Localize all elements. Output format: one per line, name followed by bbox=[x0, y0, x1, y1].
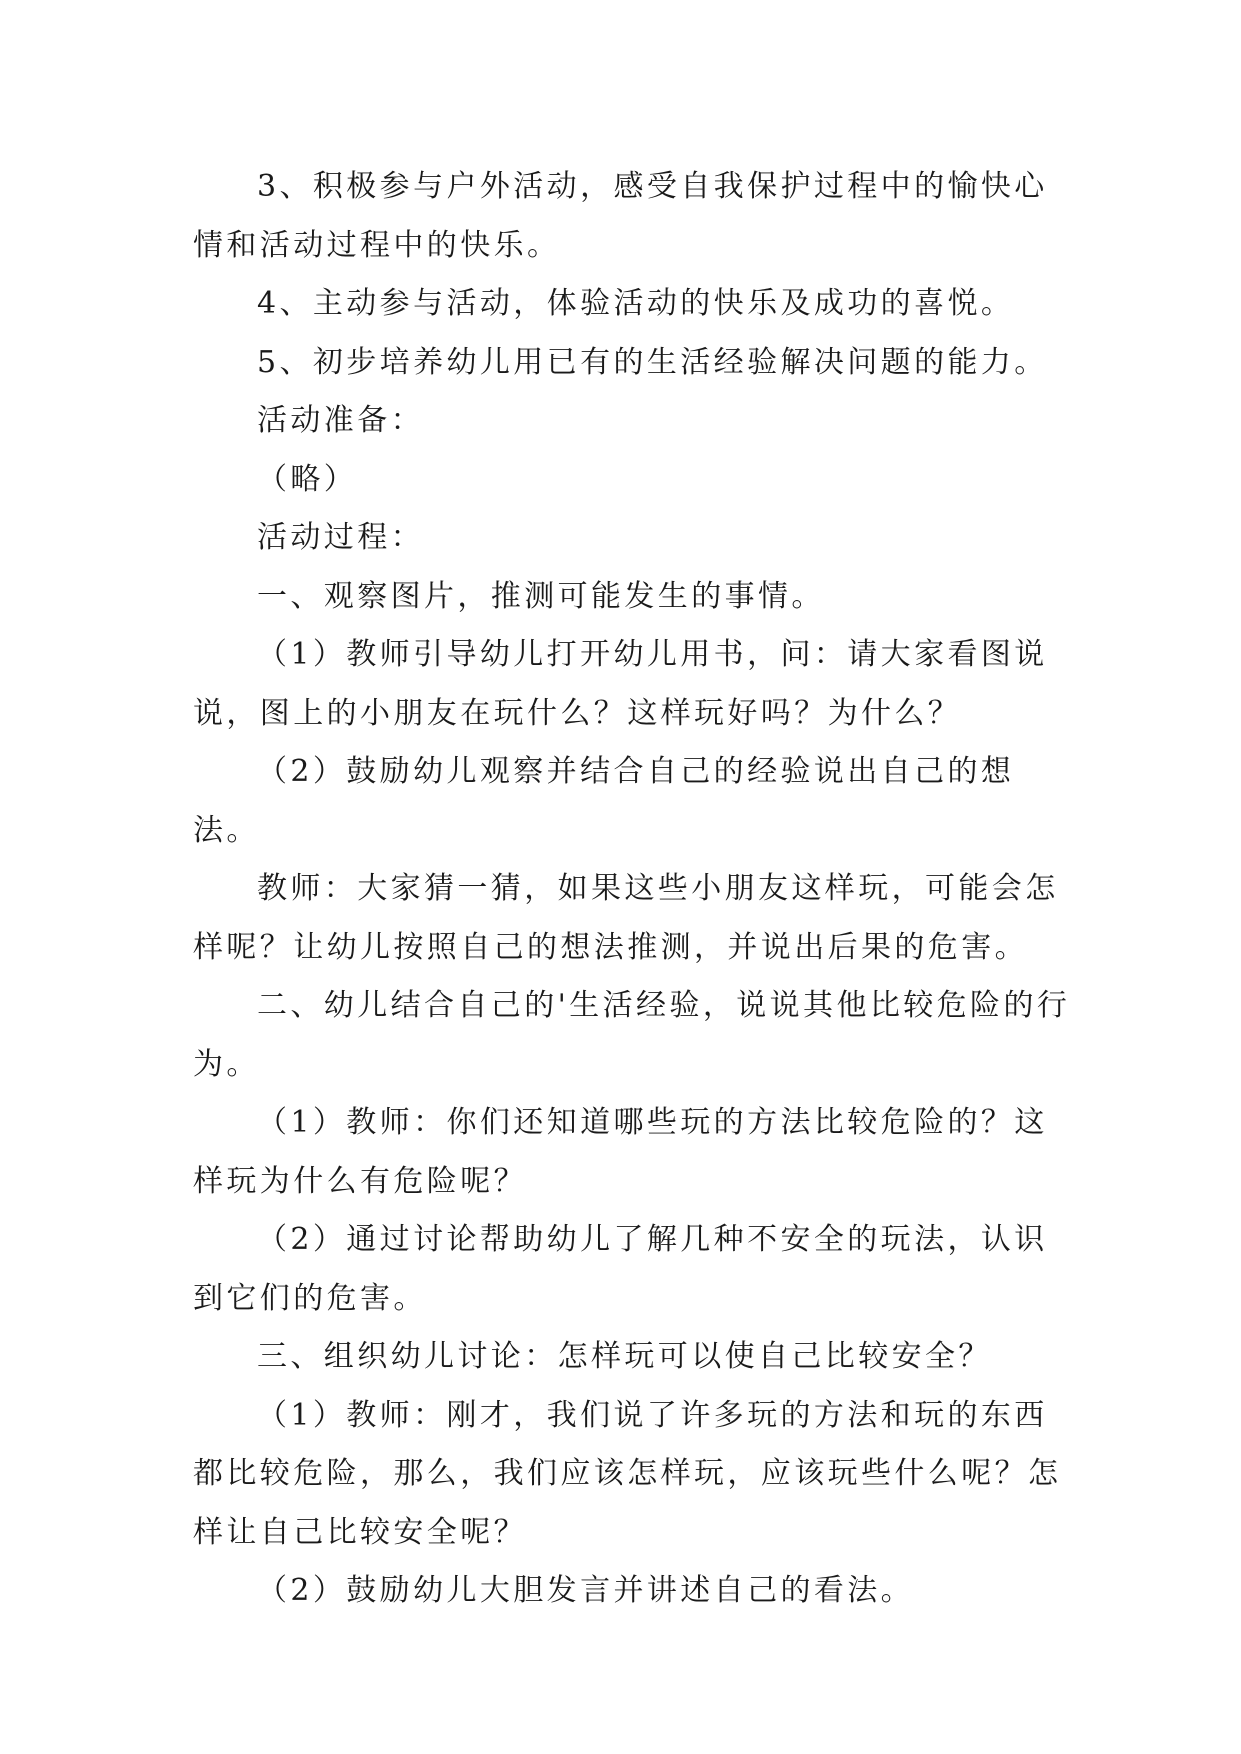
paragraph-step-3-2: （2）鼓励幼儿大胆发言并讲述自己的看法。 bbox=[257, 1573, 915, 1608]
paragraph-teacher: 教师：大家猜一猜，如果这些小朋友这样玩，可能会怎样呢？让幼儿按照自己的想法推测，并说出后果的危害。 bbox=[193, 871, 1059, 965]
paragraph-goal-3: 3、积极参与户外活动，感受自我保护过程中的愉快心情和活动过程中的快乐。 bbox=[193, 169, 1048, 263]
paragraph-step-2-2: （2）通过讨论帮助幼儿了解几种不安全的玩法，认识到它们的危害。 bbox=[193, 1222, 1048, 1316]
heading-process: 活动过程： bbox=[257, 520, 424, 555]
paragraph-step-3: 三、组织幼儿讨论：怎样玩可以使自己比较安全？ bbox=[257, 1339, 992, 1374]
paragraph-omitted: （略） bbox=[257, 461, 358, 497]
paragraph-goal-4: 4、主动参与活动，体验活动的快乐及成功的喜悦。 bbox=[257, 286, 1015, 321]
paragraph-step-1-2: （2）鼓励幼儿观察并结合自己的经验说出自己的想法。 bbox=[193, 754, 1015, 848]
heading-preparation: 活动准备： bbox=[257, 403, 424, 438]
paragraph-step-2: 二、幼儿结合自己的'生活经验，说说其他比较危险的行为。 bbox=[193, 988, 1071, 1082]
document-body bbox=[193, 158, 1073, 1621]
paragraph-step-2-1: （1）教师：你们还知道哪些玩的方法比较危险的？这样玩为什么有危险呢？ bbox=[193, 1105, 1048, 1199]
paragraph-goal-5: 5、初步培养幼儿用已有的生活经验解决问题的能力。 bbox=[257, 344, 1048, 380]
paragraph-step-3-1: （1）教师：刚才，我们说了许多玩的方法和玩的东西都比较危险，那么，我们应该怎样玩，应该玩些什么呢？怎样让自己比较安全呢？ bbox=[193, 1397, 1062, 1550]
paragraph-step-1-1: （1）教师引导幼儿打开幼儿用书，问：请大家看图说说，图上的小朋友在玩什么？这样玩好吗？为什么？ bbox=[193, 637, 1048, 731]
paragraph-step-1: 一、观察图片，推测可能发生的事情。 bbox=[257, 578, 825, 614]
